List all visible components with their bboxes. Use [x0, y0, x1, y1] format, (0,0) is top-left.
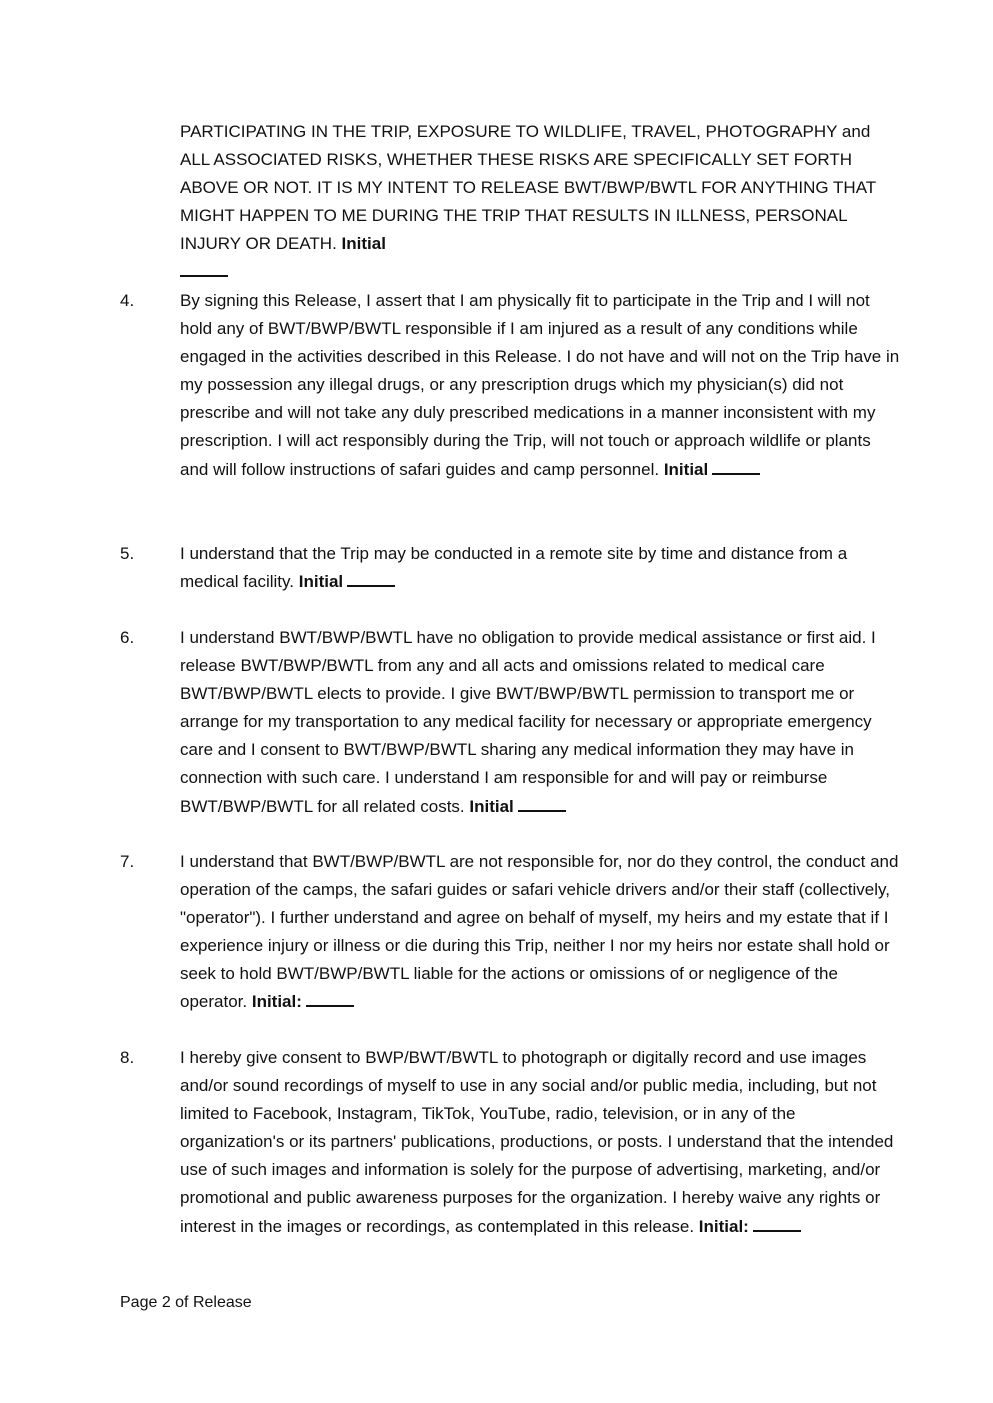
- item-number: 5.: [120, 544, 135, 563]
- initial-blank: [753, 1215, 801, 1232]
- initial-label: Initial: [341, 234, 386, 254]
- clause-text: By signing this Release, I assert that I am physically fit to participate in the Trip and I will not hold any of BWT/BWP/BWTL responsible if I am injured as a result of any conditions while engaged in the activities described in this Release. I do not have and will not on the Trip have in my possession any illegal drugs, or any prescription drugs which my physician(s) did not prescribe and will not take any duly prescribed medications in a manner inconsistent with my prescription. I will act responsibly during the Trip, will not touch or approach wildlife or plants and will follow instructions of safari guides and camp personnel.: [180, 291, 900, 479]
- item-number: 4.: [120, 291, 135, 310]
- clause-paragraph: [180, 1044, 900, 1241]
- page-footer: Page 2 of Release: [120, 1294, 252, 1311]
- initial-label: Initial:: [698, 1216, 749, 1236]
- initial-blank: [180, 260, 228, 277]
- item-number: 8.: [120, 1048, 135, 1067]
- item-number: 6.: [120, 628, 135, 647]
- continuation-text: PARTICIPATING IN THE TRIP, EXPOSURE TO WILDLIFE, TRAVEL, PHOTOGRAPHY and ALL ASSOCIATED RISKS, WHETHER THESE RISKS ARE SPECIFICALLY SET FORTH ABOVE OR NOT. IT IS MY INTENT TO RELEASE BWT/BWP/BWTL FOR ANYTHING THAT MIGHT HAPPEN TO ME DURING THE TRIP THAT RESULTS IN ILLNESS, PERSONAL INJURY OR DEATH.: [180, 122, 876, 254]
- clause-paragraph: [180, 624, 900, 821]
- initial-label: Initial: [663, 459, 709, 479]
- clause-paragraph: [180, 540, 900, 596]
- initial-blank: [712, 458, 760, 475]
- continuation-paragraph: [180, 118, 900, 287]
- clause-paragraph: [180, 848, 900, 1017]
- initial-blank: [518, 795, 566, 812]
- initial-label: Initial:: [251, 992, 302, 1012]
- clause-text: I understand that the Trip may be conducted in a remote site by time and distance from a medical facility.: [180, 544, 848, 592]
- initial-blank: [306, 990, 354, 1007]
- clause-text: I understand BWT/BWP/BWTL have no obligation to provide medical assistance or first aid. I release BWT/BWP/BWTL from any and all acts and omissions related to medical care BWT/BWP/BWTL elects to provide. I give BWT/BWP/BWTL permission to transport me or arrange for my transportation to any medical facility for necessary or appropriate emergency care and I consent to BWT/BWP/BWTL sharing any medical information they may have in connection with such care. I understand I am responsible for and will pay or reimburse BWT/BWP/BWTL for all related costs.: [180, 628, 876, 816]
- initial-label: Initial: [469, 796, 514, 816]
- clause-text: I understand that BWT/BWP/BWTL are not responsible for, nor do they control, the conduct and operation of the camps, the safari guides or safari vehicle drivers and/or their staff (collectively, "operator"). I further understand and agree on behalf of myself, my heirs and my estate that if I experience injury or illness or die during this Trip, neither I nor my heirs nor estate shall hold or seek to hold BWT/BWP/BWTL liable for the actions or omissions of or negligence of the operator.: [180, 852, 899, 1012]
- initial-label: Initial: [298, 572, 344, 592]
- clause-paragraph: [180, 287, 900, 484]
- clause-text: I hereby give consent to BWP/BWT/BWTL to photograph or digitally record and use images and/or sound recordings of myself to use in any social and/or public media, including, but not limited to Facebook, Instagram, TikTok, YouTube, radio, television, or in any of the organization's or its partners' publications, productions, or posts. I understand that the intended use of such images and information is solely for the purpose of advertising, marketing, and/or promotional and public awareness purposes for the organization. I hereby waive any rights or interest in the images or recordings, as contemplated in this release.: [180, 1048, 894, 1236]
- initial-blank: [347, 570, 395, 587]
- item-number: 7.: [120, 852, 135, 871]
